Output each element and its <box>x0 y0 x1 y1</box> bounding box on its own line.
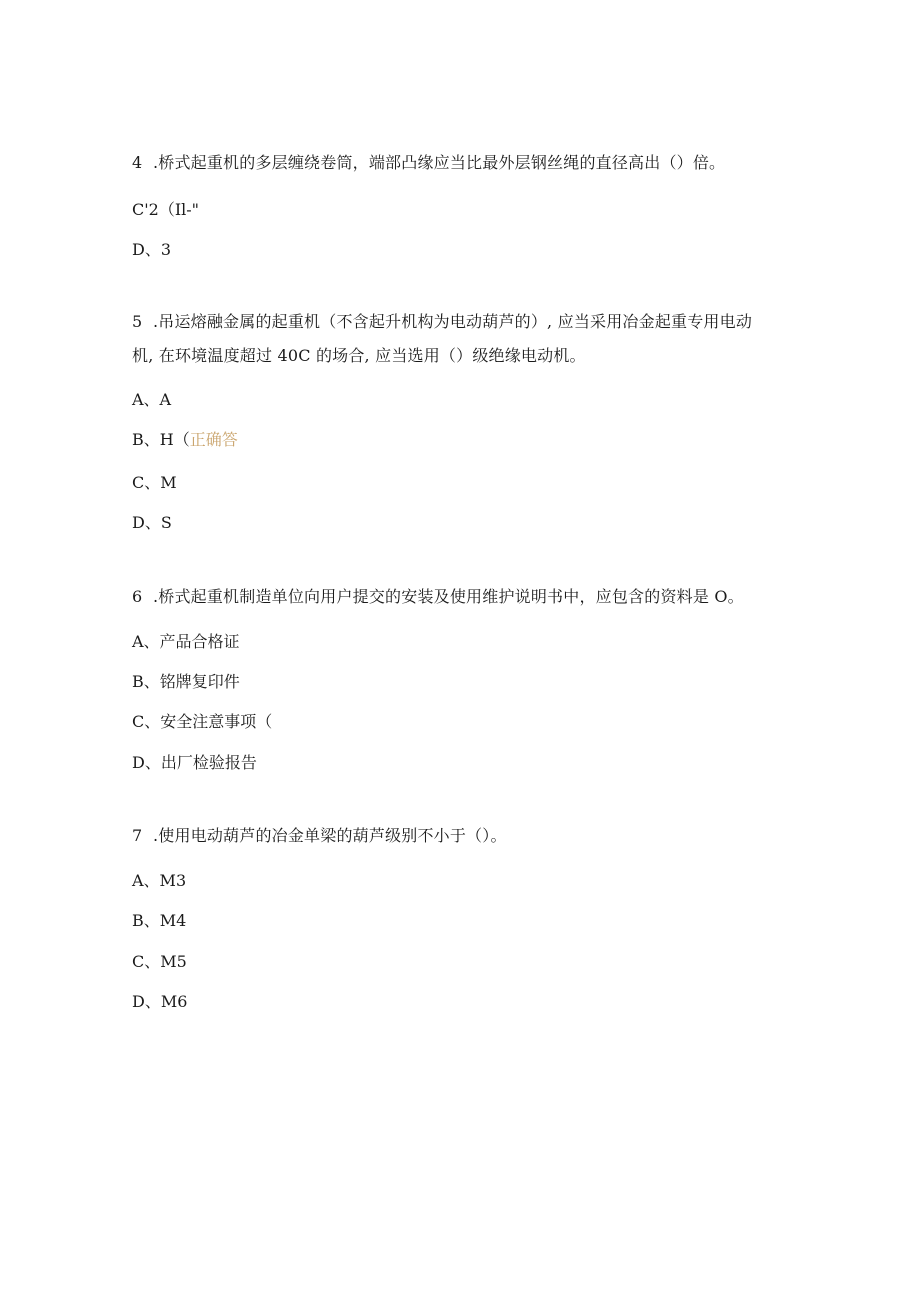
option-a <box>132 389 171 411</box>
option-label: C、M5 <box>132 952 187 971</box>
option-label: B、M4 <box>132 911 187 930</box>
option-label: A、M3 <box>132 871 187 890</box>
question-5 <box>132 311 752 333</box>
option-a <box>132 870 186 892</box>
question-number: 5 <box>132 312 143 331</box>
option-d <box>132 512 172 534</box>
option-label: A、产品合格证 <box>132 632 240 651</box>
option-label: A、A <box>132 390 172 409</box>
question-number: 7 <box>132 826 143 845</box>
option-b <box>132 429 238 451</box>
option-b <box>132 671 240 693</box>
option-c <box>132 199 199 221</box>
answer-hint: 正确答 <box>189 430 238 449</box>
question-number: 6 <box>132 587 143 606</box>
question-4 <box>132 152 725 174</box>
option-label: D、出厂检验报告 <box>132 753 257 772</box>
option-label: D、M6 <box>132 992 188 1011</box>
question-number: 4 <box>132 153 143 172</box>
option-d <box>132 991 187 1013</box>
option-label: B、H（ <box>132 430 190 449</box>
option-label: C、M <box>132 473 177 492</box>
option-label: C、安全注意事项（ <box>132 712 273 731</box>
option-c <box>132 472 177 494</box>
option-d <box>132 752 257 774</box>
option-label: C'2（Il-" <box>132 200 200 219</box>
question-text: .使用电动葫芦的冶金单梁的葫芦级别不小于（）。 <box>152 826 507 845</box>
option-a <box>132 631 240 653</box>
option-label: D、S <box>132 513 172 532</box>
option-label: B、铭牌复印件 <box>132 672 240 691</box>
question-text: .桥式起重机制造单位向用户提交的安装及使用维护说明书中，应包含的资料是 O。 <box>152 587 744 606</box>
question-text: .吊运熔融金属的起重机（不含起升机构为电动葫芦的）, 应当采用冶金起重专用电动 <box>152 312 753 331</box>
question-text: .桥式起重机的多层缠绕卷筒，端部凸缘应当比最外层钢丝绳的直径高出（）倍。 <box>152 153 726 172</box>
question-5-continued <box>132 345 586 367</box>
option-c <box>132 951 187 973</box>
question-text: 机, 在环境温度超过 40C 的场合, 应当选用（）级绝缘电动机。 <box>132 346 586 365</box>
option-c <box>132 711 272 733</box>
option-label: D、3 <box>132 240 172 259</box>
question-6 <box>132 586 744 608</box>
option-d <box>132 239 171 261</box>
option-b <box>132 910 186 932</box>
question-7 <box>132 825 507 847</box>
